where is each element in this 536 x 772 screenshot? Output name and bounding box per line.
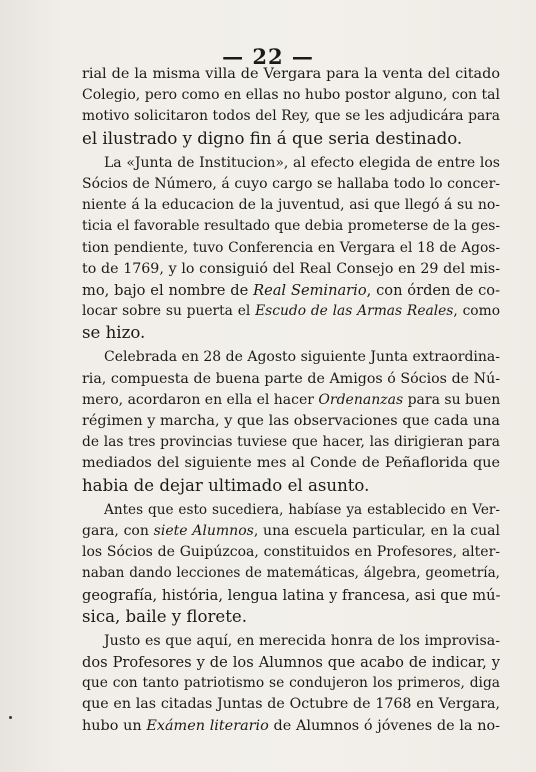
page-number: — 22 — — [222, 44, 314, 69]
text-span: geografía, história, lengua latina y francesa, asi que mú- — [82, 586, 500, 604]
text-span: Sócios de Número, á cuyo cargo se hallaba todo lo concer- — [82, 175, 500, 192]
text-span: rial de la misma villa de Vergara para la venta del citado — [82, 66, 500, 82]
text-line — [82, 64, 500, 85]
text-span: to de 1769, y lo consiguió del Real Consejo en 29 del mis- — [82, 260, 500, 277]
text-line — [82, 216, 500, 237]
text-span: ria, compuesta de buena parte de Amigos ó Sócios de Nú- — [82, 370, 500, 387]
text-span: el ilustrado y digno fin á que seria destinado. — [82, 128, 463, 148]
text-span: los Sócios de Guipúzcoa, constituidos en Profesores, alter- — [82, 544, 500, 561]
text-line — [82, 390, 500, 411]
italic-span: Real Seminario — [253, 281, 367, 299]
paragraph-1 — [82, 64, 500, 149]
text-line — [82, 259, 500, 280]
text-line — [82, 347, 500, 368]
text-span: régimen y marcha, y que las observaciones que cada una — [82, 413, 500, 429]
text-line — [82, 475, 500, 496]
text-line — [82, 322, 500, 343]
text-line — [82, 652, 500, 673]
text-span: habia de dejar ultimado el asunto. — [82, 475, 370, 495]
body-text — [82, 64, 500, 737]
paragraph-4 — [82, 500, 500, 627]
italic-span: siete Alumnos — [153, 522, 254, 539]
text-line — [82, 432, 500, 453]
text-span: gara, con — [82, 522, 154, 539]
text-span: mo, bajo el nombre de — [82, 281, 254, 299]
text-span: , con órden de co- — [366, 281, 500, 299]
text-span: , una escuela particular, en la cual — [253, 522, 500, 539]
text-span: de Alumnos ó jóvenes de la no- — [268, 717, 500, 734]
text-line — [82, 521, 500, 542]
text-line — [82, 153, 500, 174]
text-line — [82, 280, 500, 301]
text-line — [82, 563, 500, 584]
text-span: niente á la educacion de la juventud, asi que llegó á su no- — [82, 197, 500, 214]
paragraph-2 — [82, 153, 500, 344]
text-line — [82, 716, 500, 737]
text-span: para su buen — [403, 391, 500, 408]
text-span: La «Junta de Institucion», al efecto elegida de entre los — [104, 154, 500, 171]
text-span: Justo es que aquí, en merecida honra de los improvisa- — [104, 632, 500, 649]
text-span: que en las citadas Juntas de Octubre de 1768 en Vergara, — [82, 696, 500, 713]
text-span: , como — [453, 303, 500, 320]
text-line — [82, 174, 500, 195]
text-line — [82, 606, 500, 627]
text-line — [82, 694, 500, 715]
text-span: tion pendiente, tuvo Conferencia en Vergara el 18 de Agos- — [82, 239, 500, 256]
text-span: Colegio, pero como en ellas no hubo postor alguno, con tal — [82, 87, 500, 104]
text-line — [82, 369, 500, 390]
text-span: ticia el favorable resultado que debia prometerse de la ges- — [82, 218, 500, 235]
text-span: Celebrada en 28 de Agosto siguiente Junta extraordina- — [104, 349, 500, 366]
text-line — [82, 106, 500, 127]
text-span: que con tanto patriotismo se condujeron los primeros, diga — [82, 675, 500, 692]
text-line — [82, 631, 500, 652]
text-span: mediados del siguiente mes al Conde de Peñaflorida que — [82, 455, 500, 472]
text-line — [82, 411, 500, 432]
text-span: sica, baile y florete. — [82, 606, 248, 626]
text-span: hubo un — [82, 717, 147, 734]
text-line — [82, 195, 500, 216]
text-span: se hizo. — [82, 323, 146, 343]
paragraph-3 — [82, 347, 500, 495]
italic-span: Escudo de las Armas Reales — [255, 303, 454, 320]
text-span: motivo solicitaron todos del Rey, que se les adjudicára para — [82, 108, 500, 125]
text-line — [82, 585, 500, 606]
text-span: naban dando lecciones de matemáticas, álgebra, geometría, — [82, 565, 500, 582]
text-span: locar sobre su puerta el — [82, 303, 256, 320]
ink-speck — [9, 716, 12, 719]
text-line — [82, 85, 500, 106]
text-line — [82, 238, 500, 259]
paragraph-5 — [82, 631, 500, 737]
text-line — [82, 500, 500, 521]
italic-span: Exámen literario — [146, 717, 269, 734]
text-span: Antes que esto sucediera, habíase ya establecido en Ver- — [104, 501, 500, 518]
text-line — [82, 301, 500, 322]
text-line — [82, 453, 500, 474]
text-line — [82, 673, 500, 694]
italic-span: Ordenanzas — [318, 391, 404, 408]
text-line — [82, 128, 500, 149]
text-span: mero, acordaron en ella el hacer — [82, 391, 319, 408]
text-span: dos Profesores y de los Alumnos que acabo de indicar, y — [82, 654, 500, 672]
text-span: de las tres provincias tuviese que hacer, las dirigieran para — [82, 434, 500, 451]
text-line — [82, 542, 500, 563]
